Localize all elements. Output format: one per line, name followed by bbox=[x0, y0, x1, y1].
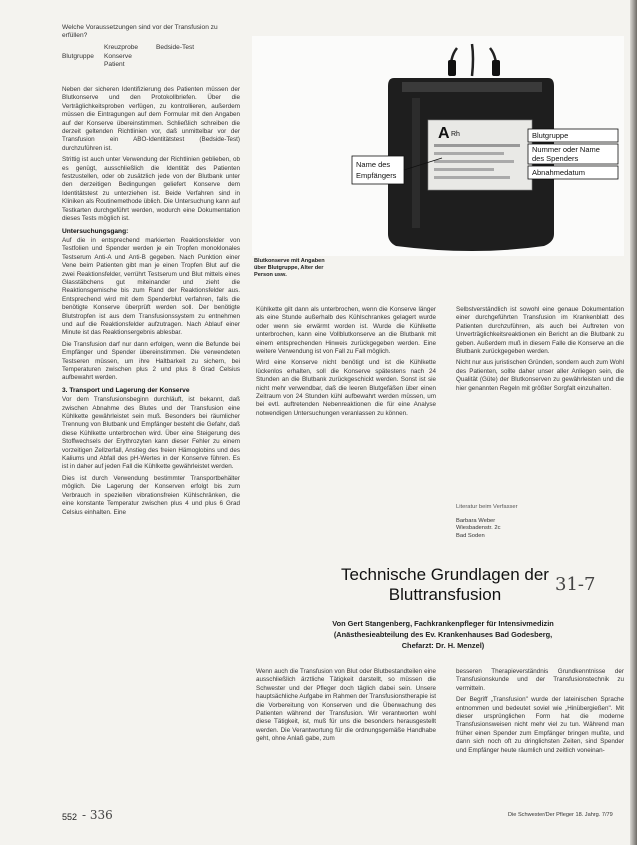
literature-line: Barbara Weber bbox=[456, 517, 496, 524]
label-right bbox=[528, 129, 618, 179]
paragraph: Vor dem Transfusionsbeginn durchläuft, ist bekannt, daß zwischen Abnahme des Blutes und der Transfusion eine Kühlkette gewährleistet sein muß. Besonders bei räumlicher Trennung von Blutbank und Empfänger besteht die Gefahr, daß diese Kühlkette unterbrochen wird. Über eine Steigerung des Stoffwechsels der Erythrozyten kann dieser Fehler zu einem vorzeitigen Zellzerfall, Anstieg des freien Hämoglobins und des Kaliums und Abfall des pH-Wertes in der Konserve führen. Es ist in daher auf jeden Fall die Kühlkette gewährleistet werden. bbox=[62, 396, 240, 471]
label-nummer-line1: Nummer oder Name bbox=[532, 145, 600, 154]
label-left-line1: Name des bbox=[356, 160, 391, 169]
label-abnahmedatum: Abnahmedatum bbox=[532, 168, 585, 177]
byline-line: Von Gert Stangenberg, Fachkrankenpfleger für Intensivmedizin bbox=[332, 619, 554, 628]
paragraph: Die Transfusion darf nur dann erfolgen, wenn die Befunde bei Empfänger und Spender übereinstimmen. Die verwendeten Testseren müssen, um ihre Haltbarkeit zu sichern, bei Temperaturen zwischen plus 2 und plus 8 Grad Celsius aufbewahrt werden. bbox=[62, 340, 240, 382]
literature-line: Wiesbadenstr. 2c bbox=[456, 525, 501, 532]
literature-line: Bad Soden bbox=[456, 532, 485, 539]
label-blutgruppe: Blutgruppe bbox=[532, 131, 569, 140]
handwritten-page-number: - 336 bbox=[82, 808, 113, 822]
byline-line: Chefarzt: Dr. H. Menzel) bbox=[401, 641, 485, 650]
blood-bag-photo bbox=[252, 36, 624, 256]
byline bbox=[262, 618, 624, 651]
column-middle bbox=[256, 306, 436, 421]
section-heading: 3. Transport und Lagerung der Konserve bbox=[62, 386, 190, 394]
bag-letter: A bbox=[438, 125, 450, 142]
bag-small-text: Rh bbox=[451, 131, 460, 138]
page-number: 552 bbox=[62, 812, 78, 822]
table-row-label: Blutgruppe bbox=[62, 52, 94, 60]
byline-line: (Anästhesieabteilung des Ev. Krankenhauses Bad Godesberg, bbox=[333, 630, 553, 639]
paragraph: Nicht nur aus juristischen Gründen, sondern auch zum Wohl des Patienten, sollte daher unser aller Anliegen sein, die Qualität (Güte) der Blutkonserven zu gewährleisten und die hier genannten Regeln mit größter Sorgfalt einzuhalten. bbox=[456, 359, 624, 392]
column-right bbox=[456, 306, 624, 396]
test-table bbox=[62, 44, 208, 70]
section-heading: Untersuchungsgang: bbox=[62, 227, 129, 235]
paragraph: Wenn auch die Transfusion von Blut oder Blutbestandteilen eine ausschließlich ärztliche Tätigkeit darstellt, so müssen die Schwester und der Pfleger doch täglich dabei sein. Unsere hauptsächliche Aufgabe im Rahmen der Transfusionstherapie ist die Vorbereitung von Konserven und die Überwachung des Patienten während der Transfusion. Wir verantworten wohl diese Tätigkeit, ist, muß für uns die besonders herausgestellt werden. Die Verantwortung für die ordnungsgemäße Handhabe geht, ohne Anlaß gabe, zum bbox=[256, 668, 436, 743]
paragraph: Der Begriff „Transfusion" wurde der lateinischen Sprache entnommen und bedeutet soviel wie „Hinübergießen". Mit dieser ursprünglichen Form hat die moderne Transfusionsweisen nicht mehr viel zu tun. Während man früher einen Spender zum Empfänger bringen mußte, und dann sich noch oft zu dringlichsten Zeiten, sind Spender und Empfänger heute räumlich und zeitlich voneinan- bbox=[456, 696, 624, 754]
bag-tubes bbox=[448, 44, 500, 76]
article-title: Technische Grundlagen der Bluttransfusion bbox=[341, 565, 549, 604]
question-text: Welche Voraussetzungen sind vor der Transfusion zu erfüllen? bbox=[62, 24, 218, 40]
table-cell-patient: Patient bbox=[104, 61, 125, 69]
table-cell-konserve: Konserve bbox=[104, 52, 132, 60]
paragraph: Selbstverständlich ist sowohl eine genaue Dokumentation einer durchgeführten Transfusion im Krankenblatt des Patienten durchzuführen, als auch bei Auftreten von Unverträglichkeitsreaktionen ein Bericht an die Blutbank zu geben. Außerdem muß in diesem Falle die Konserve an die Blutbank zurückgegeben werden. bbox=[456, 306, 624, 356]
paragraph: Kühlkette gilt dann als unterbrochen, wenn die Konserve länger als eine Stunde außerhalb des Kühlschrankes gelagert wurde oder wenn sie erwärmt worden ist. Wurde die Kühlkette unterbrochen, kann eine Vollblutkonserve an die Blutbank mit einem entsprechenden Hinweis zurückgegeben werden. Eine weitere Verwendung ist von Fall zu Fall möglich. bbox=[256, 306, 436, 356]
blood-bag-illustration bbox=[252, 36, 624, 256]
literature-heading: Literatur beim Verfasser bbox=[456, 504, 518, 510]
handwritten-number: 31-7 bbox=[555, 574, 596, 595]
table-header-empty bbox=[62, 44, 104, 53]
page-edge-shadow bbox=[630, 0, 637, 845]
paragraph: Wird eine Konserve nicht benötigt und ist die Kühlkette lückenlos erhalten, soll die Konserve spätestens nach 24 Stunden an die Blutbank zurückgeschickt werden. Sonst ist sie nicht mehr verwendbar, daß die leeren Blutgefäßen über einen Zeitraum von 24 Stunden kühl aufbewahrt werden müssen, um bei evtl. auftretenden Nebenreaktionen die für eine Analyse notwendigen Untersuchungen veranlassen zu können. bbox=[256, 359, 436, 417]
paragraph: besseren Therapieverständnis Grundkenntnisse der Transfusionskunde und der Transfusionstechnik zu vermitteln. bbox=[456, 668, 624, 692]
column-bottom-right bbox=[456, 668, 624, 758]
paragraph: Strittig ist auch unter Verwendung der Richtlinien geblieben, ob es genügt, ausschließlich die Identität des Patienten festzustellen, oder ob zusätzlich jede von der Blutbank unter den derzeitigen Bedingungen geliefert Konserve dem Identitätstest zu unterziehen ist. Beide Verfahren sind in Kliniken als Routinemethode üblich. Die Untersuchung kann auf Testkarten durchgeführt werden, wodurch eine Dokumentation dieses Tests möglich ist. bbox=[62, 156, 240, 223]
paragraph: Auf die in entsprechend markierten Reaktionsfelder von Testfolien und Spender werden je ein Tropfen monoklonales Testserum Anti-A und Anti-B gegeben. Nach Punktion einer Vene beim Patienten gibt man je einen Tropfen Blut auf die zwei Reaktionsfelder, verrührt Testserum und Blut mittels eines Glasstäbchens gut miteinander und zieht die Reaktionsgemische bis zum Rand der Reaktionsfelder aus. Entsprechend wird mit dem Spenderblut verfahren, falls die benötigte Konserve überprüft werden soll. Der benötigte Blutstropfen ist aus dem Transfusionssystem zu entnehmen und auf die Reaktionsfelder aufzutragen. Nach Ablauf einer Minute ist das Reaktionsergebnis ablesbar. bbox=[62, 236, 240, 337]
label-left-line2: Empfängers bbox=[356, 171, 397, 180]
table-header-kreuzprobe: Kreuzprobe bbox=[104, 44, 139, 51]
table-header-bedside: Bedside-Test bbox=[156, 44, 195, 51]
literature-block bbox=[456, 504, 606, 540]
column-left bbox=[62, 86, 240, 520]
paragraph: Neben der sicheren Identifizierung des Patienten müssen der Blutkonserve und den Protokollbriefen. Über die Verträglichkeitsproben verfügen, zu kontrollieren, außerdem müssen die Eintragungen auf dem Formular mit den Angaben auf der Konserve übereinstimmen. Schließlich schreiben die derzeit geltenden Richtlinien vor, daß unmittelbar vor der Transfusion ein ABO-Identitätstest (Bedside-Test) durchzuführen ist. bbox=[62, 86, 240, 152]
photo-caption: Blutkonserve mit Angaben über Blutgruppe, Alter der Person usw. bbox=[254, 258, 325, 279]
paragraph: Dies ist durch Verwendung bestimmter Transportbehälter möglich. Die Lagerung der Konserven erfolgt bis zum Verbrauch in speziellen vibrationsfreien Kühlschränken, die eine konstante Temperatur zwischen plus 4 und plus 6 Grad Celsius einhalten. Eine bbox=[62, 474, 240, 516]
column-bottom-middle bbox=[256, 668, 436, 747]
label-nummer-line2: des Spenders bbox=[532, 154, 579, 163]
journal-footer: Die Schwester/Der Pfleger 18. Jahrg. 7/79 bbox=[508, 812, 613, 818]
